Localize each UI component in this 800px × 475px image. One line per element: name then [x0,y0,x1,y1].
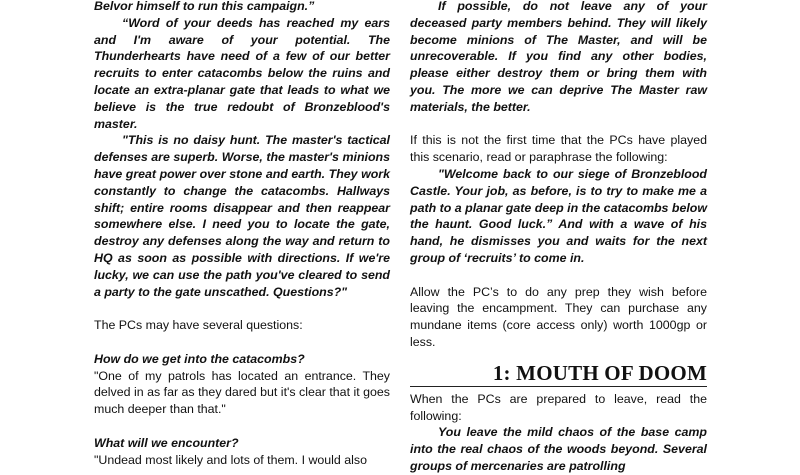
body-paragraph: The PCs may have several questions: [94,318,303,333]
read-aloud-paragraph: If possible, do not leave any of your deceased party members behind. They will likely become minions of The Master, and will be unrecoverable. If you find any other bodies, please either destroy them or bring them with you. The more we can deprive The Master raw materials, the better. [410,0,707,114]
section-heading-rule [410,361,707,387]
answer-paragraph: "One of my patrols has located an entrance. They delved in as far as they dared but it's clear that it goes much deeper than that." [94,368,390,417]
body-paragraph: If this is not the first time that the PCs have played this scenario, read or paraphrase the following: [410,133,707,165]
read-aloud-paragraph: You leave the mild chaos of the base camp into the real chaos of the woods beyond. Several groups of mercenaries are patrolling [410,425,707,473]
answer-paragraph: "Undead most likely and lots of them. I would also [94,452,367,467]
left-column [94,0,390,468]
section-heading: 1: MOUTH OF DOOM [492,360,707,385]
body-paragraph: Allow the PC’s to do any prep they wish before leaving the encampment. They can purchase any mundane items (core access only) worth 1000gp or less. [410,284,707,349]
read-aloud-paragraph: "Welcome back to our siege of Bronzeblood Castle. Your job, as before, is to try to make me a path to a planar gate deep in the catacombs below the haunt. Good luck.” And with a wave of his hand, he dismisses you and waits for the next group of ‘recruits’ to come in. [410,166,707,265]
right-column [410,0,707,475]
read-aloud-paragraph: Belvor himself to run this campaign.” [94,0,315,13]
question-heading: What will we encounter? [94,435,239,450]
question-heading: How do we get into the catacombs? [94,351,305,366]
read-aloud-paragraph: “Word of your deeds has reached my ears and I'm aware of your potential. The Thunderhearts have need of a few of our better recruits to enter catacombs below the ruins and locate an extra-planar gate that leads to what we believe is the true redoubt of Bronzeblood's master. [94,15,390,131]
read-aloud-paragraph: "This is no daisy hunt. The master's tactical defenses are superb. Worse, the master's minions have great power over stone and earth. They work constantly to change the catacombs. Hallways shift; entire rooms disappear and then reappear somewhere else. I need you to locate the gate, destroy any defenses along the way and return to HQ as soon as possible with directions. If we're lucky, we can use the path you've cleared to send a party to the gate unscathed. Questions?" [94,133,390,299]
body-paragraph: When the PCs are prepared to leave, read the following: [410,391,707,423]
